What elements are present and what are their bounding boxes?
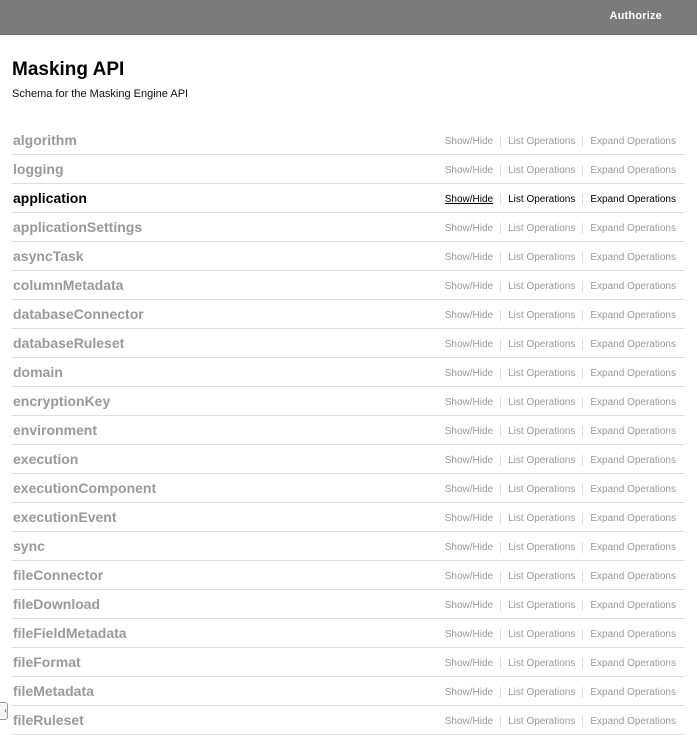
show-hide-link[interactable]: Show/Hide: [444, 136, 494, 147]
divider: [582, 571, 583, 582]
show-hide-link[interactable]: Show/Hide: [444, 542, 494, 553]
divider: [582, 223, 583, 234]
resource-row: [12, 532, 685, 561]
resource-operations: [445, 484, 676, 495]
resource-operations: [445, 136, 676, 147]
divider: [582, 542, 583, 553]
divider: [500, 571, 501, 582]
resource-operations: [445, 716, 676, 727]
divider: [500, 484, 501, 495]
resource-operations: [445, 600, 676, 611]
resource-name[interactable]: applicationSettings: [13, 219, 143, 235]
expand-operations-link[interactable]: Expand Operations: [590, 513, 676, 524]
resource-operations: [445, 629, 676, 640]
divider: [500, 542, 501, 553]
resource-name[interactable]: executionComponent: [13, 480, 157, 496]
resource-operations: [445, 368, 676, 379]
list-operations-link[interactable]: List Operations: [508, 194, 576, 205]
divider: [582, 165, 583, 176]
expand-operations-link[interactable]: Expand Operations: [590, 194, 676, 205]
expand-operations-link[interactable]: Expand Operations: [590, 310, 676, 321]
divider: [500, 397, 501, 408]
divider: [500, 629, 501, 640]
show-hide-link[interactable]: Show/Hide: [444, 629, 494, 640]
expand-operations-link[interactable]: Expand Operations: [590, 600, 676, 611]
resource-row: [12, 706, 685, 735]
resource-operations: [445, 455, 676, 466]
divider: [500, 194, 501, 205]
resource-row: [12, 474, 685, 503]
expand-operations-link[interactable]: Expand Operations: [590, 426, 676, 437]
list-operations-link[interactable]: List Operations: [508, 310, 576, 321]
list-operations-link[interactable]: List Operations: [508, 397, 576, 408]
resource-row: [12, 213, 685, 242]
resource-name[interactable]: fileFormat: [13, 654, 81, 670]
resource-name[interactable]: databaseRuleset: [13, 335, 125, 351]
show-hide-link[interactable]: Show/Hide: [444, 658, 494, 669]
resource-row: [12, 677, 685, 706]
list-operations-link[interactable]: List Operations: [508, 600, 576, 611]
resource-operations: [445, 426, 676, 437]
resource-operations: [445, 252, 676, 263]
resource-name[interactable]: fileConnector: [13, 567, 104, 583]
divider: [500, 513, 501, 524]
divider: [582, 397, 583, 408]
divider: [500, 136, 501, 147]
resource-name[interactable]: encryptionKey: [13, 393, 111, 409]
list-operations-link[interactable]: List Operations: [508, 542, 576, 553]
resource-operations: [445, 542, 676, 553]
show-hide-link[interactable]: Show/Hide: [444, 165, 494, 176]
expand-operations-link[interactable]: Expand Operations: [590, 658, 676, 669]
resource-name[interactable]: fileRuleset: [13, 712, 84, 728]
resource-row: [12, 155, 685, 184]
show-hide-link[interactable]: Show/Hide: [444, 339, 494, 350]
divider: [582, 600, 583, 611]
divider: [500, 455, 501, 466]
resource-name[interactable]: logging: [13, 161, 64, 177]
resource-row: [12, 387, 685, 416]
resource-name[interactable]: asyncTask: [13, 248, 84, 264]
divider: [500, 223, 501, 234]
expand-operations-link[interactable]: Expand Operations: [590, 281, 676, 292]
list-operations-link[interactable]: List Operations: [508, 658, 576, 669]
expand-operations-link[interactable]: Expand Operations: [590, 716, 676, 727]
resource-row: [12, 329, 685, 358]
expand-operations-link[interactable]: Expand Operations: [590, 542, 676, 553]
divider: [500, 310, 501, 321]
resource-name[interactable]: sync: [13, 538, 45, 554]
page-subtitle: Schema for the Masking Engine API: [12, 88, 189, 100]
expand-operations-link[interactable]: Expand Operations: [590, 571, 676, 582]
list-operations-link[interactable]: List Operations: [508, 716, 576, 727]
resource-name[interactable]: execution: [13, 451, 79, 467]
show-hide-link[interactable]: Show/Hide: [444, 397, 494, 408]
show-hide-link[interactable]: Show/Hide: [444, 455, 494, 466]
expand-operations-link[interactable]: Expand Operations: [590, 455, 676, 466]
divider: [582, 455, 583, 466]
list-operations-link[interactable]: List Operations: [508, 687, 576, 698]
show-hide-link[interactable]: Show/Hide: [444, 484, 494, 495]
resource-operations: [445, 339, 676, 350]
resource-operations: [445, 281, 676, 292]
divider: [500, 426, 501, 437]
divider: [500, 281, 501, 292]
expand-operations-link[interactable]: Expand Operations: [590, 368, 676, 379]
expand-operations-link[interactable]: Expand Operations: [590, 687, 676, 698]
divider: [582, 484, 583, 495]
divider: [582, 136, 583, 147]
resource-name[interactable]: executionEvent: [13, 509, 117, 525]
show-hide-link[interactable]: Show/Hide: [444, 571, 494, 582]
show-hide-link[interactable]: Show/Hide: [444, 687, 494, 698]
show-hide-link[interactable]: Show/Hide: [444, 310, 494, 321]
divider: [582, 368, 583, 379]
collapse-tab-icon[interactable]: ‹: [0, 702, 8, 720]
resource-row: [12, 242, 685, 271]
resource-operations: [445, 165, 676, 176]
list-operations-link[interactable]: List Operations: [508, 136, 576, 147]
show-hide-link[interactable]: Show/Hide: [444, 716, 494, 727]
resource-name[interactable]: application: [13, 190, 87, 206]
top-bar: [0, 0, 697, 35]
divider: [582, 310, 583, 321]
resource-row: [12, 561, 685, 590]
resource-row: [12, 358, 685, 387]
list-operations-link[interactable]: List Operations: [508, 223, 576, 234]
resource-row: [12, 590, 685, 619]
resource-row: [12, 648, 685, 677]
resource-row: [12, 184, 685, 213]
list-operations-link[interactable]: List Operations: [508, 281, 576, 292]
show-hide-link[interactable]: Show/Hide: [444, 600, 494, 611]
resource-operations: [445, 194, 676, 205]
resource-name[interactable]: environment: [13, 422, 98, 438]
list-operations-link[interactable]: List Operations: [508, 339, 576, 350]
authorize-button[interactable]: Authorize: [609, 10, 662, 22]
divider: [582, 281, 583, 292]
expand-operations-link[interactable]: Expand Operations: [590, 252, 676, 263]
list-operations-link[interactable]: List Operations: [508, 513, 576, 524]
resource-name[interactable]: fileFieldMetadata: [13, 625, 127, 641]
show-hide-link[interactable]: Show/Hide: [444, 281, 494, 292]
divider: [582, 687, 583, 698]
divider: [582, 658, 583, 669]
show-hide-link[interactable]: Show/Hide: [444, 426, 494, 437]
resource-row: [12, 445, 685, 474]
resource-row: [12, 300, 685, 329]
divider: [582, 716, 583, 727]
show-hide-link[interactable]: Show/Hide: [444, 252, 494, 263]
list-operations-link[interactable]: List Operations: [508, 426, 576, 437]
show-hide-link[interactable]: Show/Hide: [444, 368, 494, 379]
expand-operations-link[interactable]: Expand Operations: [590, 339, 676, 350]
divider: [500, 339, 501, 350]
resource-row: [12, 416, 685, 445]
list-operations-link[interactable]: List Operations: [508, 368, 576, 379]
show-hide-link[interactable]: Show/Hide: [444, 513, 494, 524]
list-operations-link[interactable]: List Operations: [508, 571, 576, 582]
divider: [500, 165, 501, 176]
expand-operations-link[interactable]: Expand Operations: [590, 136, 676, 147]
resource-name[interactable]: databaseConnector: [13, 306, 144, 322]
divider: [582, 339, 583, 350]
resource-row: [12, 619, 685, 648]
resource-row: [12, 271, 685, 300]
list-operations-link[interactable]: List Operations: [508, 252, 576, 263]
resource-operations: [445, 513, 676, 524]
divider: [500, 658, 501, 669]
resource-operations: [445, 397, 676, 408]
divider: [500, 716, 501, 727]
divider: [582, 629, 583, 640]
resource-name[interactable]: fileDownload: [13, 596, 101, 612]
divider: [582, 426, 583, 437]
resource-operations: [445, 223, 676, 234]
divider: [500, 600, 501, 611]
expand-operations-link[interactable]: Expand Operations: [590, 165, 676, 176]
show-hide-link[interactable]: Show/Hide: [444, 223, 494, 234]
resource-operations: [445, 687, 676, 698]
resource-name[interactable]: domain: [13, 364, 63, 380]
show-hide-link[interactable]: Show/Hide: [444, 194, 494, 205]
resource-operations: [445, 658, 676, 669]
resource-name[interactable]: fileMetadata: [13, 683, 94, 699]
resource-row: [12, 503, 685, 532]
resource-operations: [445, 571, 676, 582]
expand-operations-link[interactable]: Expand Operations: [590, 397, 676, 408]
divider: [582, 252, 583, 263]
list-operations-link[interactable]: List Operations: [508, 629, 576, 640]
divider: [582, 513, 583, 524]
expand-operations-link[interactable]: Expand Operations: [590, 629, 676, 640]
resource-list: [12, 126, 685, 735]
expand-operations-link[interactable]: Expand Operations: [590, 484, 676, 495]
divider: [582, 194, 583, 205]
list-operations-link[interactable]: List Operations: [508, 455, 576, 466]
divider: [500, 252, 501, 263]
page-title: Masking API: [12, 59, 125, 80]
expand-operations-link[interactable]: Expand Operations: [590, 223, 676, 234]
resource-row: [12, 126, 685, 155]
list-operations-link[interactable]: List Operations: [508, 165, 576, 176]
list-operations-link[interactable]: List Operations: [508, 484, 576, 495]
divider: [500, 687, 501, 698]
divider: [500, 368, 501, 379]
resource-name[interactable]: algorithm: [13, 132, 77, 148]
resource-operations: [445, 310, 676, 321]
resource-name[interactable]: columnMetadata: [13, 277, 124, 293]
